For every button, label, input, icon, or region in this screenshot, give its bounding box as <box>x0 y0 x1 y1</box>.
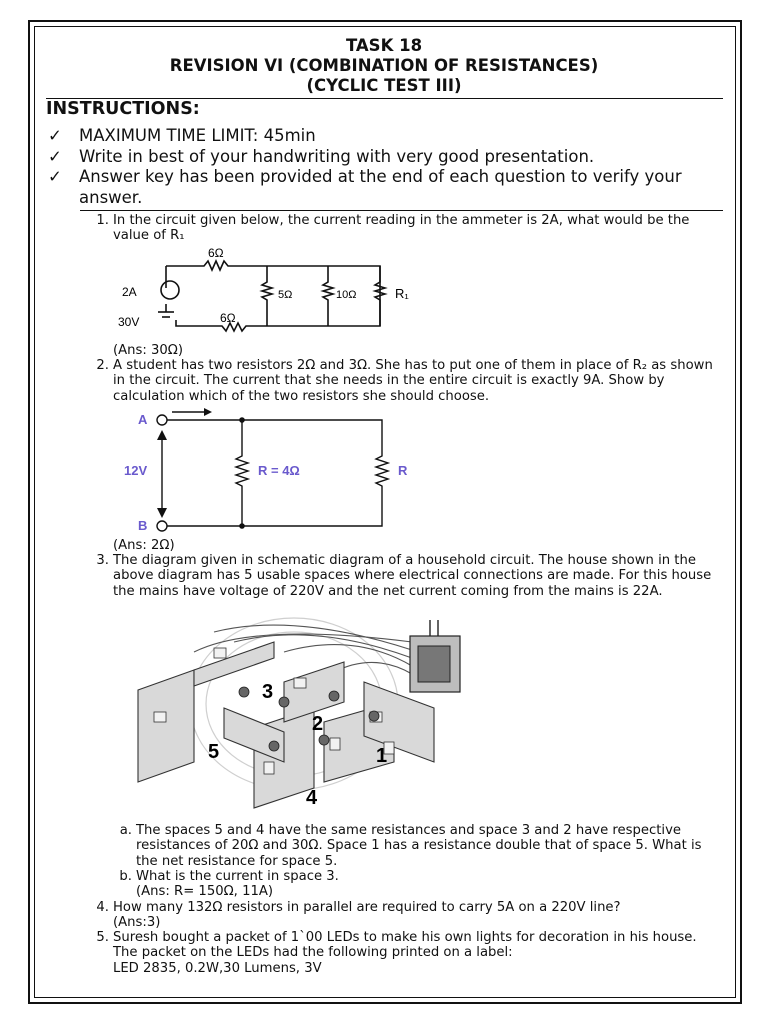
space-label-2: 2 <box>312 713 324 735</box>
question-2-text: A student has two resistors 2Ω and 3Ω. She has to put one of them in place of R₂ as shown in the circuit. The current that she needs in the entire circuit is exactly 9A. Show by calculation which of the two resistors she should choose. <box>113 358 713 404</box>
instructions-title: INSTRUCTIONS: <box>46 99 200 119</box>
worksheet-header <box>46 36 722 96</box>
instruction-item: ✓ Write in best of your handwriting with very good presentation. <box>48 146 595 166</box>
q1-top-resistor-label: 6Ω <box>208 246 224 260</box>
question-2: 2. A student has two resistors 2Ω and 3Ω. She has to put one of them in place of R₂ as shown in the circuit. The current that she needs in the entire circuit is exactly 9A. Show by calculation which of the two resistors she should choose. <box>96 358 713 404</box>
question-5-text: Suresh bought a packet of 1`00 LEDs to make his own lights for decoration in his house. The packet on the LEDs had the following printed on a label: <box>113 930 697 961</box>
question-3b: b. What is the current in space 3. <box>119 869 339 884</box>
space-label-1: 1 <box>376 745 388 767</box>
question-1-text: In the circuit given below, the current reading in the ammeter is 2A, what would be the value of R₁ <box>113 213 690 244</box>
q1-resistor-r1-label: R₁ <box>395 286 409 301</box>
instructions-divider <box>80 210 723 211</box>
checkmark-icon: ✓ <box>48 167 62 186</box>
q5-led-label: LED 2835, 0.2W,30 Lumens, 3V <box>113 961 322 976</box>
question-3a: a. The spaces 5 and 4 have the same resistances and space 3 and 2 have respective resistances of 20Ω and 30Ω. Space 1 has a resistance double that of space 5. What is the net resistance for space 5. <box>119 823 702 869</box>
q1-voltage-label: 30V <box>118 315 140 329</box>
question-1: 1. In the circuit given below, the current reading in the ammeter is 2A, what would be the value of R₁ <box>96 213 690 244</box>
space-label-5: 5 <box>208 741 220 763</box>
q2-known-resistor-label: R = 4Ω <box>258 463 300 478</box>
question-3b-text: What is the current in space 3. <box>136 869 339 884</box>
q2-terminal-b: B <box>138 518 148 533</box>
q1-resistor-5-label: 5Ω <box>278 289 293 301</box>
instruction-item: ✓ Answer key has been provided at the end of each question to verify your answer. <box>48 167 682 207</box>
question-3: 3. The diagram given in schematic diagram of a household circuit. The house shown in the above diagram has 5 usable spaces where electrical connections are made. For this house the mains have voltage of 220V and the net current coming from the mains is 22A. <box>96 553 712 599</box>
question-4: 4. How many 132Ω resistors in parallel are required to carry 5A on a 220V line? <box>96 900 621 915</box>
q2-unknown-resistor-label: R <box>398 463 408 478</box>
checkmark-icon: ✓ <box>48 146 62 166</box>
q1-circuit-diagram <box>112 246 422 340</box>
q3-answer: (Ans: R= 150Ω, 11A) <box>136 884 274 899</box>
q2-circuit-diagram <box>118 404 408 536</box>
q2-voltage-label: 12V <box>124 463 148 478</box>
task-number: TASK 18 <box>345 36 423 55</box>
checkmark-icon: ✓ <box>48 126 62 145</box>
space-label-3: 3 <box>262 681 274 703</box>
q2-answer: (Ans: 2Ω) <box>113 538 175 553</box>
instruction-item: ✓ MAXIMUM TIME LIMIT: 45min <box>48 126 316 145</box>
q2-terminal-a: A <box>138 412 148 427</box>
q1-answer: (Ans: 30Ω) <box>113 343 184 358</box>
worksheet-subtitle: (CYCLIC TEST III) <box>306 76 462 95</box>
question-3a-text: The spaces 5 and 4 have the same resistances and space 3 and 2 have respective resistances of 20Ω and 30Ω. Space 1 has a resistance double that of space 5. What is the net resistance for space 5. <box>136 823 702 869</box>
q4-answer: (Ans:3) <box>113 915 161 930</box>
question-5: 5. Suresh bought a packet of 1`00 LEDs to make his own lights for decoration in his house. The packet on the LEDs had the following printed on a label: <box>96 930 697 961</box>
q1-resistor-10-label: 10Ω <box>336 289 357 301</box>
worksheet-title: REVISION VI (COMBINATION OF RESISTANCES) <box>169 56 599 75</box>
q1-bottom-resistor-label: 6Ω <box>220 311 236 325</box>
q3-household-circuit-diagram <box>134 612 466 812</box>
question-4-text: How many 132Ω resistors in parallel are required to carry 5A on a 220V line? <box>113 900 621 915</box>
q1-ammeter-label: 2A <box>122 285 137 299</box>
question-3-text: The diagram given in schematic diagram of a household circuit. The house shown in the above diagram has 5 usable spaces where electrical connections are made. For this house the mains have voltage of 220V and the net current coming from the mains is 22A. <box>113 553 712 599</box>
space-label-4: 4 <box>306 787 318 809</box>
instructions-list <box>46 126 726 208</box>
